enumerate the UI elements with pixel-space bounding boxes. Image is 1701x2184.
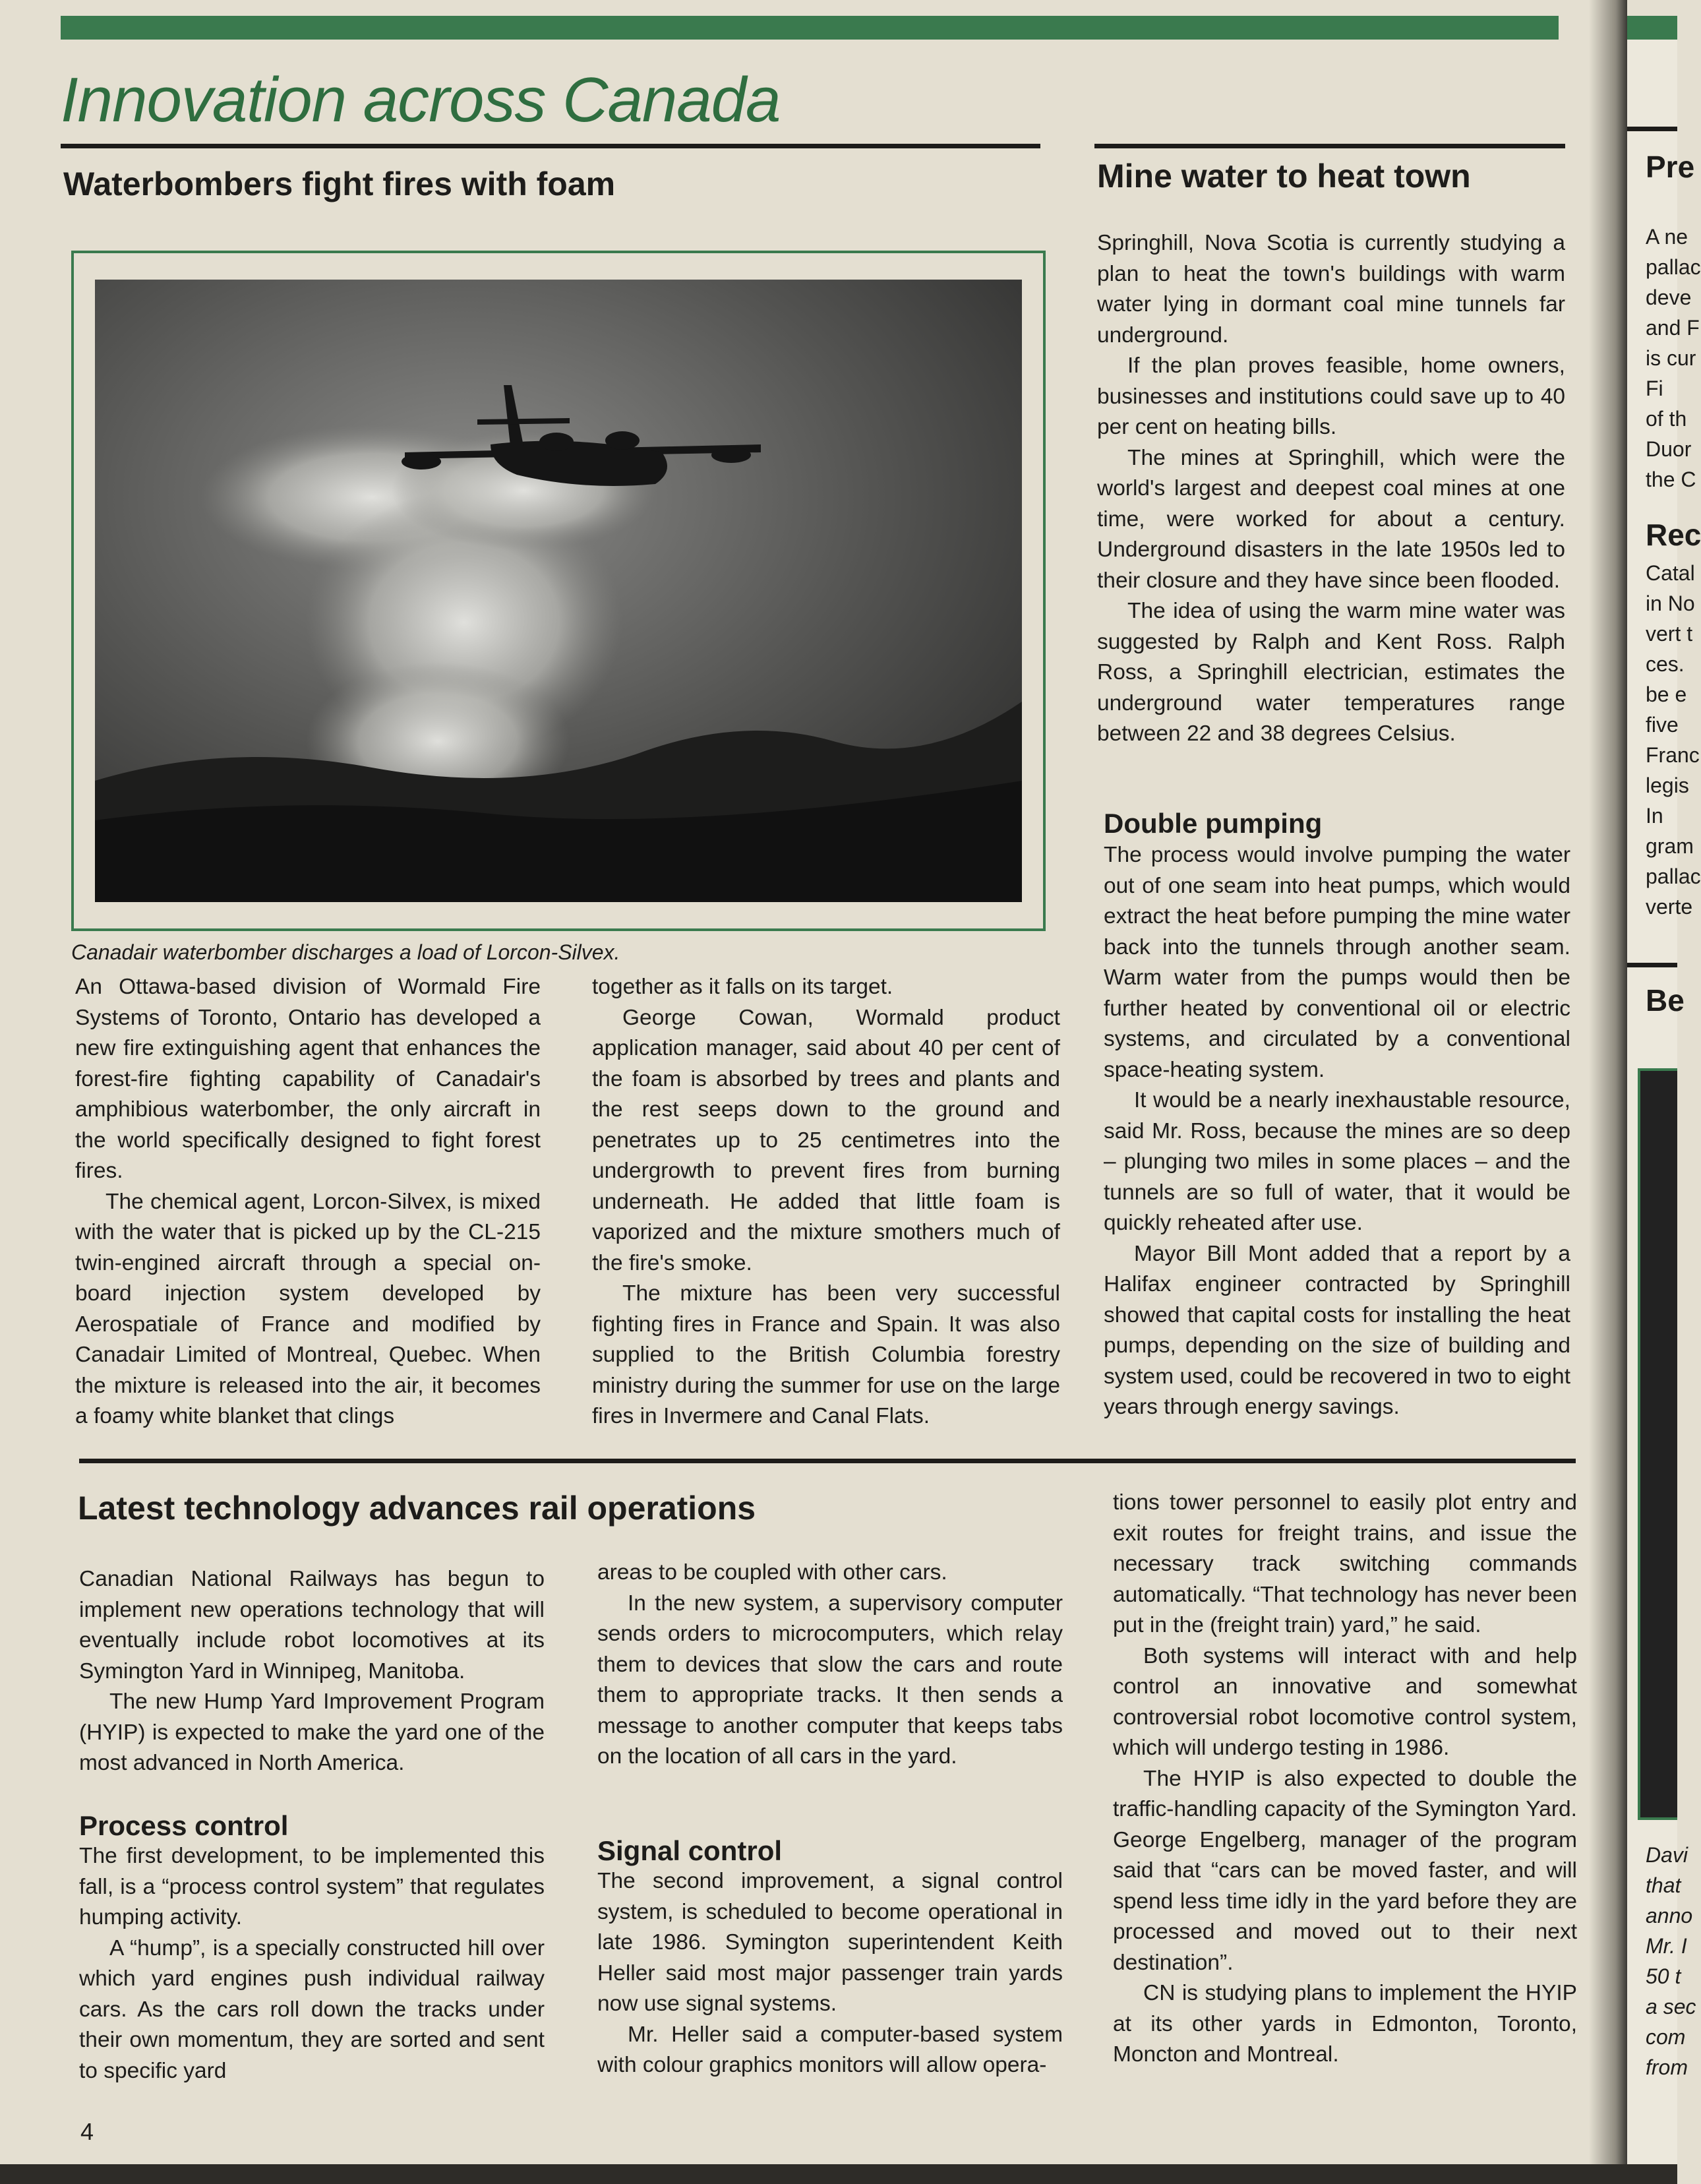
next-page-heading-1: Pre xyxy=(1646,150,1695,184)
waterbombers-column-2 xyxy=(592,972,1060,1432)
paragraph: areas to be coupled with other cars. xyxy=(597,1560,947,1585)
paragraph: A “hump”, is a specially constructed hill over which yard engines push individual railway cars. As the cars roll down the tracks under their own momentum, they are sorted and sent to specific yard xyxy=(79,1935,545,2083)
rail-section-rule xyxy=(79,1459,1576,1463)
paragraph: If the plan proves feasible, home owners, businesses and institutions could save up to 40 per cent on heating bills. xyxy=(1097,353,1565,439)
waterbomber-photo-image xyxy=(95,280,1022,902)
next-page-text-line: five xyxy=(1646,713,1679,737)
next-page-caption-line: Davi xyxy=(1646,1843,1688,1867)
next-page-text-line: A ne xyxy=(1646,225,1688,249)
paragraph: Canadian National Railways has begun to implement new operations technology that will eventually include robot locomotives at its Symington Yard in Winnipeg, Manitoba. xyxy=(79,1567,545,1684)
paragraph: The idea of using the warm mine water was suggested by Ralph and Kent Ross. Ralph Ross, a Springhill electrician, estimates the underground water temperatures range between 22 and 38 degrees Celsius. xyxy=(1097,599,1565,746)
rail-column-1b xyxy=(79,1841,545,2086)
next-page-caption-line: from xyxy=(1646,2055,1688,2079)
page-number: 4 xyxy=(80,2118,94,2145)
mine-water-headline: Mine water to heat town xyxy=(1097,158,1471,195)
rail-column-2b xyxy=(597,1866,1063,2081)
waterbombers-column-1 xyxy=(75,972,541,1432)
next-page-text-line: Catal xyxy=(1646,561,1695,585)
paragraph: The mixture has been very successful fighting fires in France and Spain. It was also supplied to the British Columbia forestry ministry during the summer for use on the large fires in Invermere and Canal Flats. xyxy=(592,1281,1060,1428)
next-page-edge xyxy=(1627,40,1701,2184)
paragraph: together as it falls on its target. xyxy=(592,975,893,999)
paragraph: Springhill, Nova Scotia is currently studying a plan to heat the town's buildings with warm water lying in dormant coal mine tunnels far underground. xyxy=(1097,231,1565,348)
next-page-caption-line: com xyxy=(1646,2025,1686,2049)
next-page-text-line: Duor xyxy=(1646,437,1692,461)
next-page-text-line: verte xyxy=(1646,895,1693,919)
paragraph: The HYIP is also expected to double the traffic-handling capacity of the Symington Yard. George Engelberg, manager of the program said that “cars can be moved faster, and will spend less time idly in the yard before they are processed and moved out to their next destination”. xyxy=(1113,1766,1577,1975)
paragraph: The chemical agent, Lorcon-Silvex, is mixed with the water that is picked up by the CL-215 twin-engined aircraft through a special on-board injection system developed by Aerospatiale of France and modified by Canadair Limited of Montreal, Quebec. When the mixture is released into the air, it becomes a foamy white blanket that clings xyxy=(75,1189,541,1428)
rail-column-2 xyxy=(597,1558,1063,1773)
process-control-subhead: Process control xyxy=(79,1810,289,1841)
rail-headline: Latest technology advances rail operations xyxy=(78,1490,756,1527)
paragraph: Mayor Bill Mont added that a report by a Halifax engineer contracted by Springhill showed that capital costs for installing the heat pumps, depending on the size of building and system used, could be recovered in two to eight years through energy savings. xyxy=(1104,1241,1570,1419)
next-page-text-line: of th xyxy=(1646,407,1687,431)
next-page-heading-3: Be xyxy=(1646,983,1685,1017)
next-page-caption-line: anno xyxy=(1646,1904,1693,1927)
paragraph: It would be a nearly inexhaustable resource, said Mr. Ross, because the mines are so deep – plunging two miles in some places – and the tunnels are so full of water, that it would be quickly reheated after use. xyxy=(1104,1088,1570,1235)
title-rule-right xyxy=(1094,144,1565,148)
next-page-rule-2 xyxy=(1627,963,1677,967)
next-page-accent-bar xyxy=(1627,16,1677,40)
next-page-caption-line: 50 t xyxy=(1646,1964,1681,1988)
paragraph: The process would involve pumping the water out of one seam into heat pumps, which would extract the heat before pumping the mine water back into the tunnels through another seam. Warm water from the pumps would then be further heated by conventional oil or electric systems, and circulated by a conventional space-heating system. xyxy=(1104,843,1570,1082)
next-page-text-line: vert t xyxy=(1646,622,1693,646)
title-rule-left xyxy=(61,144,1040,148)
paragraph: The mines at Springhill, which were the world's largest and deepest coal mines at one time, were worked for about a century. Underground disasters in the late 1950s led to their closure and they have since been flooded. xyxy=(1097,445,1565,593)
next-page-text-line: gram xyxy=(1646,834,1694,858)
paragraph: The first development, to be implemented this fall, is a “process control system” that regulates humping activity. xyxy=(79,1844,545,1929)
photo-caption: Canadair waterbomber discharges a load of Lorcon-Silvex. xyxy=(71,940,620,964)
double-pumping-column xyxy=(1104,840,1570,1423)
next-page-text-line: be e xyxy=(1646,682,1687,706)
paragraph: An Ottawa-based division of Wormald Fire Systems of Toronto, Ontario has developed a new fire extinguishing agent that enhances the forest-fire fighting capability of Canadair's amphibious waterbomber, the only aircraft in the world specifically designed to fight forest fires. xyxy=(75,975,541,1183)
paragraph: The new Hump Yard Improvement Program (HYIP) is expected to make the yard one of the most advanced in North America. xyxy=(79,1689,545,1775)
next-page-text-line: legis xyxy=(1646,774,1689,797)
next-page-text-line: is cur xyxy=(1646,346,1696,370)
next-page-text-line: pallac xyxy=(1646,255,1701,279)
next-page-text-line: in No xyxy=(1646,592,1695,615)
next-page-text-line: deve xyxy=(1646,286,1692,309)
next-page-caption-line: Mr. I xyxy=(1646,1934,1687,1958)
bottom-edge-shadow xyxy=(0,2164,1677,2184)
next-page-text-line: the C xyxy=(1646,468,1696,491)
next-page-caption-line: a sec xyxy=(1646,1995,1696,2018)
next-page-text-line: and F xyxy=(1646,316,1700,340)
paragraph: Both systems will interact with and help control an innovative and somewhat controversial robot locomotive control system, which will undergo testing in 1986. xyxy=(1113,1643,1577,1760)
double-pumping-subhead: Double pumping xyxy=(1104,808,1323,839)
paragraph: tions tower personnel to easily plot entry and exit routes for freight trains, and issue the necessary track switching commands automatically. “That technology has never been put in the (freight train) yard,” he said. xyxy=(1113,1490,1577,1637)
next-page-text-line: pallac xyxy=(1646,864,1701,888)
next-page-rule-1 xyxy=(1627,127,1677,131)
paragraph: CN is studying plans to implement the HYIP at its other yards in Edmonton, Toronto, Moncton and Montreal. xyxy=(1113,1981,1577,2067)
paragraph: In the new system, a supervisory computer sends orders to microcomputers, which relay them to devices that slow the cars and route them to appropriate tracks. It then sends a message to another computer that keeps tabs on the location of all cars in the yard. xyxy=(597,1591,1063,1769)
next-page-photo xyxy=(1638,1068,1677,1820)
next-page-caption-line: that xyxy=(1646,1873,1681,1897)
next-page-heading-2: Rec xyxy=(1646,518,1701,552)
next-page-text-line: Fi xyxy=(1646,377,1663,400)
waterbomber-photo xyxy=(95,280,1022,902)
signal-control-subhead: Signal control xyxy=(597,1835,783,1866)
paragraph: Mr. Heller said a computer-based system with colour graphics monitors will allow opera- xyxy=(597,2022,1063,2077)
page-title: Innovation across Canada xyxy=(61,65,781,135)
rail-column-3 xyxy=(1113,1488,1577,2071)
next-page-text-line: In xyxy=(1646,804,1663,828)
waterbombers-headline: Waterbombers fight fires with foam xyxy=(63,166,616,202)
mine-water-column xyxy=(1097,228,1565,750)
page-gutter xyxy=(1589,0,1627,2184)
paragraph: The second improvement, a signal control system, is scheduled to become operational in late 1986. Symington superintendent Keith Heller said most major passenger train yards now use signal systems. xyxy=(597,1869,1063,2016)
next-page-text-line: Franc xyxy=(1646,743,1700,767)
rail-column-1 xyxy=(79,1564,545,1779)
next-page-text-line: ces. xyxy=(1646,652,1685,676)
paragraph: George Cowan, Wormald product application manager, said about 40 per cent of the foam is absorbed by trees and plants and the rest seeps down to the ground and penetrates up to 25 centimetres into the undergrowth to prevent fires from burning underneath. He added that little foam is vaporized and the mixture smothers much of the fire's smoke. xyxy=(592,1005,1060,1275)
top-accent-bar xyxy=(61,16,1559,40)
waterbomber-photo-frame xyxy=(71,251,1046,931)
